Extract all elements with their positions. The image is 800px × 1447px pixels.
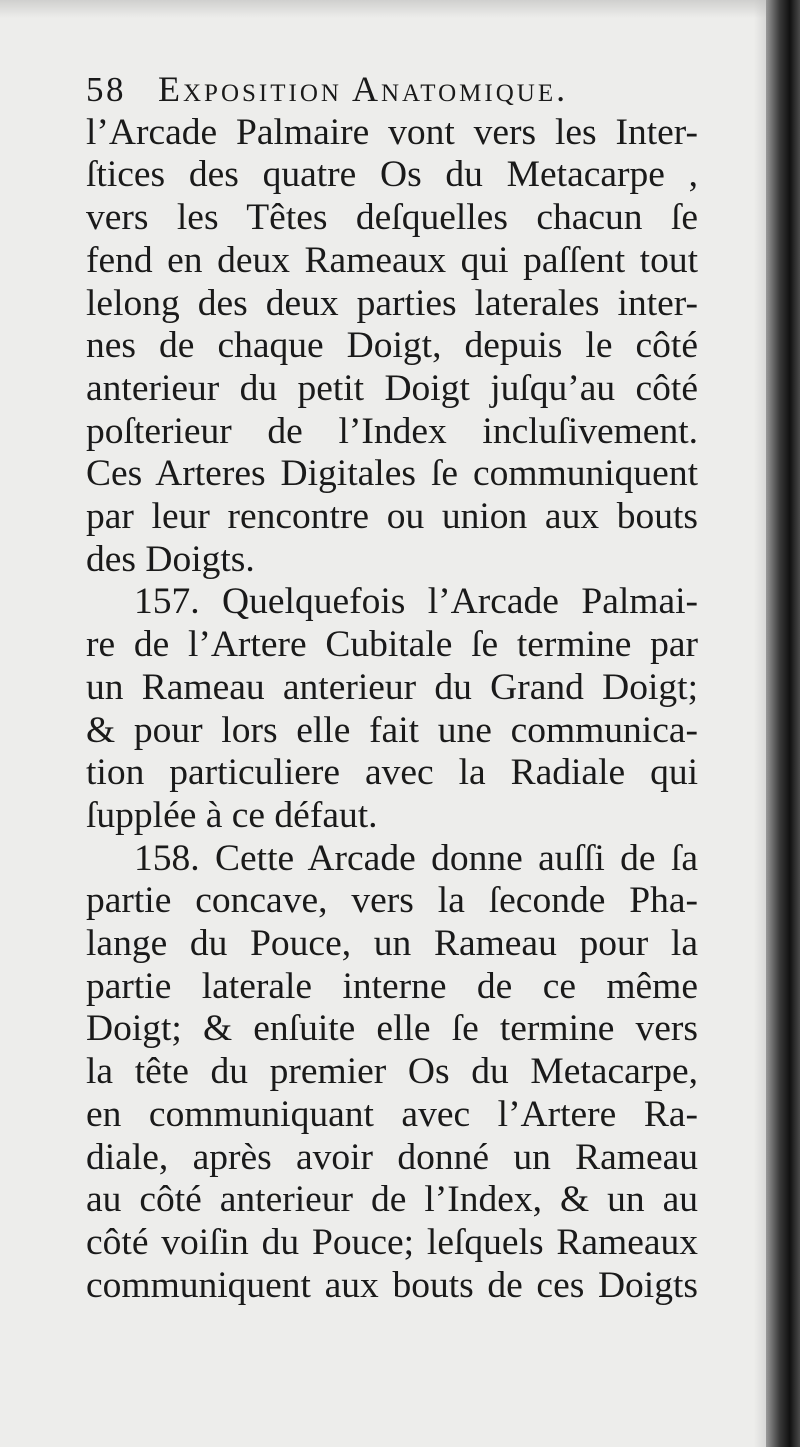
body-text <box>86 112 698 1308</box>
page-number: 58 <box>86 70 126 109</box>
text-line: vers les Têtes deſquelles chacun ſe <box>86 197 698 239</box>
text-line: partie laterale interne de ce même <box>86 965 698 1007</box>
text-line: poſterieur de l’Index incluſivement. <box>86 410 698 452</box>
text-line: anterieur du petit Doigt juſqu’au côté <box>86 367 698 409</box>
text-line: re de l’Artere Cubitale ſe termine par <box>86 624 698 666</box>
text-line: lelong des deux parties laterales inter- <box>86 282 698 324</box>
text-line: & pour lors elle fait une communica- <box>86 709 698 751</box>
text-line: 158. Cette Arcade donne auſſi de ſa <box>134 837 698 879</box>
text-line: par leur rencontre ou union aux bouts <box>86 496 698 538</box>
text-line: fend en deux Rameaux qui paſſent tout <box>86 239 698 281</box>
text-line: ſupplée à ce défaut. <box>86 794 378 836</box>
text-line: 157. Quelquefois l’Arcade Palmai- <box>134 581 698 623</box>
running-header <box>86 68 698 112</box>
text-line: côté voiſin du Pouce; leſquels Rameaux <box>86 1221 698 1263</box>
text-line: en communiquant avec l’Artere Ra- <box>86 1093 698 1135</box>
text-line: nes de chaque Doigt, depuis le côté <box>86 325 698 367</box>
text-line: la tête du premier Os du Metacarpe, <box>86 1051 698 1093</box>
text-line: ſtices des quatre Os du Metacarpe , <box>86 154 698 196</box>
text-line: l’Arcade Palmaire vont vers les Inter- <box>86 111 698 153</box>
text-line: un Rameau anterieur du Grand Doigt; <box>86 666 698 708</box>
page-top-shadow <box>0 0 800 18</box>
text-line: Doigt; & enſuite elle ſe termine vers <box>86 1008 698 1050</box>
text-line: communiquent aux bouts de ces Doigts <box>86 1264 698 1306</box>
text-line: lange du Pouce, un Rameau pour la <box>86 923 698 965</box>
page-binding-edge <box>766 0 800 1447</box>
text-line: tion particuliere avec la Radiale qui <box>86 752 698 794</box>
text-line: diale, après avoir donné un Rameau <box>86 1136 698 1178</box>
text-line: au côté anterieur de l’Index, & un au <box>86 1179 698 1221</box>
text-line: des Doigts. <box>86 538 255 580</box>
text-line: partie concave, vers la ſeconde Pha- <box>86 880 698 922</box>
text-line: Ces Arteres Digitales ſe communiquent <box>86 453 698 495</box>
running-title: Exposition Anatomique. <box>158 69 569 109</box>
page-text <box>86 68 698 1307</box>
